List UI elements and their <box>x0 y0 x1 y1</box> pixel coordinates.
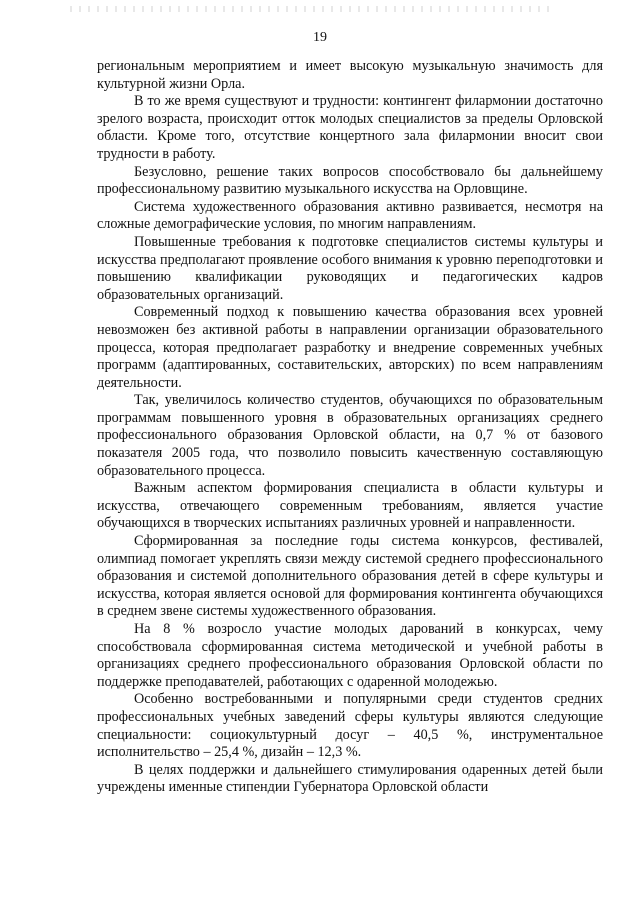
paragraph: Сформированная за последние годы система конкурсов, фестивалей, олимпиад помогает укреплять связи между системой среднего профессионального образования и системой дополнительного образования детей в сфере культуры и искусства, которая является основой для формирования контингента обучающихся в среднем звене системы художественного образования. <box>97 533 603 620</box>
paragraph: Современный подход к повышению качества образования всех уровней невозможен без активной работы в направлении организации образовательного процесса, которая предполагает разработку и внедрение современных учебных программ (адаптированных, составительских, авторских) по всем направлениям деятельности. <box>97 304 603 391</box>
document-body <box>97 58 603 797</box>
paragraph: Так, увеличилось количество студентов, обучающихся по образовательным программам повышенного уровня в образовательных организациях среднего профессионального образования Орловской области, на 0,7 % от базового показателя 2005 года, что позволило повысить качественную составляющую образовательного процесса. <box>97 392 603 479</box>
paragraph: Важным аспектом формирования специалиста в области культуры и искусства, отвечающего современным требованиям, является участие обучающихся в творческих испытаниях различных уровней и направленности. <box>97 480 603 532</box>
paragraph: Повышенные требования к подготовке специалистов системы культуры и искусства предполагают проявление особого внимания к уровню переподготовки и повышению квалификации руководящих и педагогических кадров образовательных организаций. <box>97 233 603 303</box>
page-number: 19 <box>313 30 327 45</box>
paragraph: Безусловно, решение таких вопросов способствовало бы дальнейшему профессиональному развитию музыкального искусства на Орловщине. <box>97 163 603 198</box>
paragraph: На 8 % возросло участие молодых дарований в конкурсах, чему способствовала сформированная система методической и учебной работы в организациях среднего профессионального образования Орловской области по поддержке преподавателей, работающих с одаренной молодежью. <box>97 621 603 690</box>
paragraph: В целях поддержки и дальнейшего стимулирования одаренных детей были учреждены именные стипендии Губернатора Орловской области <box>97 761 603 796</box>
paragraph: Система художественного образования активно развивается, несмотря на сложные демографические условия, по многим направлениям. <box>97 198 603 233</box>
scan-artifact <box>70 6 550 12</box>
paragraph: В то же время существуют и трудности: контингент филармонии достаточно зрелого возраста, происходит отток молодых специалистов за пределы Орловской области. Кроме того, отсутствие концертного зала филармонии вносит свои трудности в работу. <box>97 93 603 162</box>
paragraph: Особенно востребованными и популярными среди студентов средних профессиональных учебных заведений сферы культуры являются следующие специальности: социокультурный досуг – 40,5 %, инструментальное исполнительство – 25,4 %, дизайн – 12,3 %. <box>97 691 603 761</box>
paragraph: региональным мероприятием и имеет высокую музыкальную значимость для культурной жизни Орла. <box>97 58 603 92</box>
